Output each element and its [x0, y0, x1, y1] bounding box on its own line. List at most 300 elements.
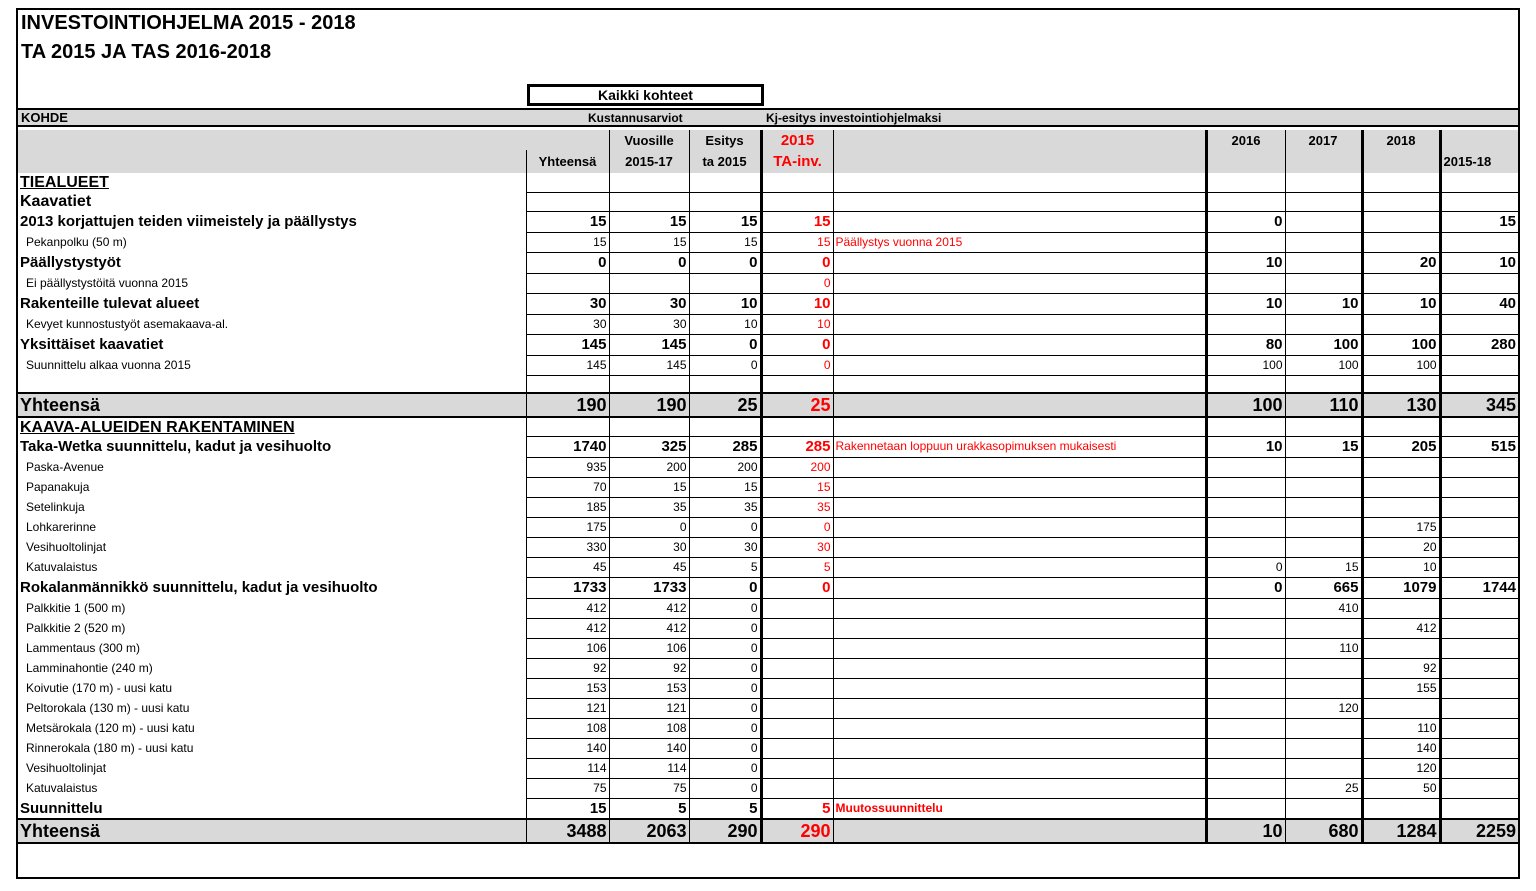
table-row	[18, 819, 1518, 843]
y2018-cell: 120	[1362, 758, 1440, 778]
row-label: Paska-Avenue	[26, 459, 104, 474]
esitys-cell: 0	[689, 577, 761, 598]
table-row	[18, 678, 1518, 698]
esitys-cell: 0	[689, 517, 761, 537]
table-row	[18, 477, 1518, 497]
table-row	[18, 211, 1518, 232]
comment-cell	[833, 678, 1206, 698]
total-2015-18-cell	[1440, 718, 1518, 738]
total-2015-18-cell: 2259	[1440, 819, 1518, 843]
row-label: Taka-Wetka suunnittelu, kadut ja vesihuolto	[20, 438, 332, 455]
total-2015-18-cell	[1440, 698, 1518, 718]
comment-cell	[833, 393, 1206, 417]
ta-inv-2015-cell	[761, 598, 833, 618]
total-2015-18-cell	[1440, 658, 1518, 678]
y2017-cell: 10	[1285, 293, 1362, 314]
total-2015-18-cell: 1744	[1440, 577, 1518, 598]
vuosille-cell: 145	[609, 355, 689, 375]
y2018-cell: 175	[1362, 517, 1440, 537]
y2017-cell	[1285, 375, 1362, 393]
esitys-cell: 200	[689, 457, 761, 477]
y2018-cell	[1362, 273, 1440, 293]
comment-cell: Päällystys vuonna 2015	[833, 232, 1206, 252]
kohde-header-bar	[18, 108, 1518, 127]
table-row	[18, 334, 1518, 355]
total-2015-18-cell	[1440, 232, 1518, 252]
comment-cell	[833, 293, 1206, 314]
y2016-cell: 0	[1206, 211, 1285, 232]
y2017-cell: 100	[1285, 355, 1362, 375]
total-2015-18-cell	[1440, 497, 1518, 517]
yhteensa-header: Yhteensä	[526, 150, 609, 173]
range-2015-18-header: 2015-18	[1440, 150, 1518, 173]
table-row	[18, 293, 1518, 314]
comment-cell	[833, 577, 1206, 598]
table-row	[18, 638, 1518, 658]
y2017-cell	[1285, 173, 1362, 192]
row-label: Yhteensä	[18, 819, 526, 843]
y2018-cell	[1362, 477, 1440, 497]
vuosille-cell: 153	[609, 678, 689, 698]
row-label: Lammentaus (300 m)	[26, 640, 141, 655]
table-row	[18, 314, 1518, 334]
vuosille-cell: 412	[609, 618, 689, 638]
y2016-cell	[1206, 638, 1285, 658]
ta-inv-2015-cell: 35	[761, 497, 833, 517]
comment-cell	[833, 355, 1206, 375]
year-2018-header: 2018	[1362, 130, 1440, 150]
y2017-cell: 100	[1285, 334, 1362, 355]
ta-inv-2015-cell	[761, 678, 833, 698]
y2017-cell: 15	[1285, 436, 1362, 457]
y2016-cell	[1206, 375, 1285, 393]
y2017-cell	[1285, 618, 1362, 638]
row-label: Koivutie (170 m) - uusi katu	[26, 680, 173, 695]
y2016-cell: 10	[1206, 819, 1285, 843]
table-row	[18, 173, 1518, 192]
y2016-cell	[1206, 758, 1285, 778]
y2018-cell: 92	[1362, 658, 1440, 678]
row-label: Yhteensä	[18, 393, 526, 417]
y2018-cell: 155	[1362, 678, 1440, 698]
row-label: Kevyet kunnostustyöt asemakaava-al.	[26, 316, 229, 331]
vuosille-cell: 75	[609, 778, 689, 798]
total-2015-18-cell	[1440, 173, 1518, 192]
esitys-cell: 0	[689, 698, 761, 718]
vuosille-cell	[609, 173, 689, 192]
y2016-cell	[1206, 738, 1285, 758]
yhteensa-cell: 1733	[526, 577, 609, 598]
esitys-cell: 0	[689, 618, 761, 638]
yhteensa-cell: 185	[526, 497, 609, 517]
yhteensa-cell: 70	[526, 477, 609, 497]
comment-cell	[833, 497, 1206, 517]
yhteensa-cell: 412	[526, 598, 609, 618]
total-2015-18-cell	[1440, 375, 1518, 393]
esitys-cell: 285	[689, 436, 761, 457]
esitys-cell: 0	[689, 334, 761, 355]
comment-cell	[833, 638, 1206, 658]
investment-table	[18, 130, 1518, 844]
table-row	[18, 718, 1518, 738]
table-row	[18, 798, 1518, 819]
ta-2015-header: ta 2015	[689, 150, 761, 173]
y2017-cell	[1285, 758, 1362, 778]
comment-cell	[833, 517, 1206, 537]
ta-inv-2015-cell	[761, 778, 833, 798]
ta-inv-2015-cell	[761, 738, 833, 758]
kustannusarviot-label: Kustannusarviot	[588, 111, 683, 125]
y2016-cell	[1206, 273, 1285, 293]
comment-cell	[833, 778, 1206, 798]
total-2015-18-cell	[1440, 477, 1518, 497]
total-2015-18-cell	[1440, 678, 1518, 698]
y2017-cell	[1285, 497, 1362, 517]
y2018-cell: 10	[1362, 557, 1440, 577]
vuosille-header: Vuosille	[609, 130, 689, 150]
table-row	[18, 393, 1518, 417]
yhteensa-cell	[526, 173, 609, 192]
esitys-cell	[689, 173, 761, 192]
vuosille-cell: 325	[609, 436, 689, 457]
vuosille-cell	[609, 192, 689, 211]
comment-cell: Muutossuunnittelu	[833, 798, 1206, 819]
total-2015-18-cell	[1440, 557, 1518, 577]
table-row	[18, 758, 1518, 778]
ta-inv-2015-cell: 25	[761, 393, 833, 417]
y2017-cell: 120	[1285, 698, 1362, 718]
ta-inv-2015-cell: 15	[761, 232, 833, 252]
esitys-cell: 0	[689, 658, 761, 678]
y2018-cell: 412	[1362, 618, 1440, 638]
y2016-cell: 0	[1206, 577, 1285, 598]
vuosille-cell: 30	[609, 537, 689, 557]
kaikki-kohteet-label: Kaikki kohteet	[527, 84, 764, 106]
comment-cell	[833, 192, 1206, 211]
yhteensa-cell: 92	[526, 658, 609, 678]
row-label: Suunnittelu	[20, 799, 103, 817]
comment-cell	[833, 375, 1206, 393]
vuosille-cell: 140	[609, 738, 689, 758]
vuosille-cell	[609, 417, 689, 436]
y2016-cell: 10	[1206, 436, 1285, 457]
y2017-cell	[1285, 417, 1362, 436]
table-row	[18, 698, 1518, 718]
esitys-cell: 15	[689, 232, 761, 252]
total-2015-18-cell: 280	[1440, 334, 1518, 355]
y2016-cell	[1206, 718, 1285, 738]
yhteensa-cell	[526, 273, 609, 293]
table-row	[18, 232, 1518, 252]
vuosille-cell: 15	[609, 211, 689, 232]
yhteensa-cell: 45	[526, 557, 609, 577]
esitys-cell	[689, 417, 761, 436]
y2018-cell	[1362, 638, 1440, 658]
row-label: Peltorokala (130 m) - uusi katu	[26, 700, 190, 715]
y2017-cell	[1285, 798, 1362, 819]
total-2015-18-cell	[1440, 638, 1518, 658]
row-label: Setelinkuja	[26, 499, 85, 514]
y2018-cell: 50	[1362, 778, 1440, 798]
ta-inv-2015-cell: 0	[761, 517, 833, 537]
y2016-cell	[1206, 517, 1285, 537]
row-label: Pekanpolku (50 m)	[26, 234, 127, 249]
row-label: Metsärokala (120 m) - uusi katu	[26, 720, 195, 735]
total-2015-18-cell	[1440, 618, 1518, 638]
ta-inv-2015-cell	[761, 698, 833, 718]
ta-inv-2015-cell: 5	[761, 798, 833, 819]
vuosille-cell: 145	[609, 334, 689, 355]
y2017-cell	[1285, 314, 1362, 334]
yhteensa-cell: 15	[526, 211, 609, 232]
table-row	[18, 375, 1518, 393]
row-label: Lamminahontie (240 m)	[26, 660, 153, 675]
comment-cell	[833, 819, 1206, 843]
table-row	[18, 273, 1518, 293]
esitys-cell: 10	[689, 293, 761, 314]
table-row	[18, 517, 1518, 537]
y2016-cell	[1206, 618, 1285, 638]
ta-inv-2015-cell: 10	[761, 293, 833, 314]
yhteensa-cell: 190	[526, 393, 609, 417]
y2017-cell	[1285, 211, 1362, 232]
y2017-cell: 110	[1285, 638, 1362, 658]
ta-inv-2015-cell	[761, 192, 833, 211]
ta-inv-2015-cell: 10	[761, 314, 833, 334]
row-label: Rinnerokala (180 m) - uusi katu	[26, 740, 194, 755]
y2018-cell	[1362, 798, 1440, 819]
y2018-cell	[1362, 173, 1440, 192]
yhteensa-cell	[526, 192, 609, 211]
y2016-cell	[1206, 173, 1285, 192]
y2017-cell	[1285, 252, 1362, 273]
comment-cell	[833, 718, 1206, 738]
y2016-cell: 10	[1206, 293, 1285, 314]
vuosille-cell: 108	[609, 718, 689, 738]
total-2015-18-cell: 515	[1440, 436, 1518, 457]
table-row	[18, 252, 1518, 273]
page-subtitle: TA 2015 JA TAS 2016-2018	[21, 41, 272, 63]
esitys-header: Esitys	[689, 130, 761, 150]
y2018-cell	[1362, 598, 1440, 618]
vuosille-cell: 35	[609, 497, 689, 517]
comment-cell: Rakennetaan loppuun urakkasopimuksen mukaisesti	[833, 436, 1206, 457]
vuosille-cell: 106	[609, 638, 689, 658]
yhteensa-cell: 75	[526, 778, 609, 798]
y2016-cell	[1206, 698, 1285, 718]
yhteensa-cell: 3488	[526, 819, 609, 843]
ta-inv-2015-cell: 285	[761, 436, 833, 457]
comment-cell	[833, 477, 1206, 497]
y2018-cell	[1362, 314, 1440, 334]
y2017-cell	[1285, 537, 1362, 557]
y2016-cell: 100	[1206, 393, 1285, 417]
total-2015-18-cell	[1440, 314, 1518, 334]
ta-inv-2015-cell: 0	[761, 334, 833, 355]
vuosille-cell: 2063	[609, 819, 689, 843]
table-row	[18, 457, 1518, 477]
vuosille-cell: 45	[609, 557, 689, 577]
y2017-cell	[1285, 477, 1362, 497]
comment-cell	[833, 252, 1206, 273]
table-row	[18, 417, 1518, 436]
vuosille-cell	[609, 375, 689, 393]
y2018-cell: 100	[1362, 355, 1440, 375]
y2017-cell	[1285, 658, 1362, 678]
y2016-cell	[1206, 658, 1285, 678]
y2018-cell: 20	[1362, 537, 1440, 557]
comment-cell	[833, 758, 1206, 778]
y2018-cell	[1362, 417, 1440, 436]
y2018-cell	[1362, 375, 1440, 393]
yhteensa-cell: 0	[526, 252, 609, 273]
row-label: Kaavatiet	[20, 193, 92, 210]
total-2015-18-cell: 15	[1440, 211, 1518, 232]
total-2015-18-cell	[1440, 192, 1518, 211]
yhteensa-cell: 30	[526, 314, 609, 334]
yhteensa-cell: 108	[526, 718, 609, 738]
comment-cell	[833, 537, 1206, 557]
y2018-cell: 20	[1362, 252, 1440, 273]
y2016-cell	[1206, 497, 1285, 517]
total-2015-18-cell	[1440, 355, 1518, 375]
y2018-cell: 100	[1362, 334, 1440, 355]
yhteensa-cell	[526, 375, 609, 393]
comment-cell	[833, 417, 1206, 436]
total-2015-18-cell	[1440, 778, 1518, 798]
y2017-cell: 25	[1285, 778, 1362, 798]
yhteensa-cell: 1740	[526, 436, 609, 457]
esitys-cell: 15	[689, 211, 761, 232]
comment-cell	[833, 738, 1206, 758]
ta-inv-2015-cell: 0	[761, 273, 833, 293]
comment-cell	[833, 698, 1206, 718]
vuosille-cell: 121	[609, 698, 689, 718]
row-label: Yksittäiset kaavatiet	[20, 336, 164, 353]
y2016-cell: 10	[1206, 252, 1285, 273]
ta-inv-2015-cell	[761, 375, 833, 393]
esitys-cell: 290	[689, 819, 761, 843]
row-label: Rakenteille tulevat alueet	[20, 295, 200, 312]
total-2015-18-cell	[1440, 273, 1518, 293]
y2017-cell: 110	[1285, 393, 1362, 417]
y2016-cell	[1206, 537, 1285, 557]
comment-cell	[833, 314, 1206, 334]
row-label: Päällystystyöt	[20, 254, 121, 271]
esitys-cell: 30	[689, 537, 761, 557]
table-row	[18, 618, 1518, 638]
comment-cell	[833, 557, 1206, 577]
row-label: Rokalanmännikkö suunnittelu, kadut ja vesihuolto	[20, 579, 378, 596]
vuosille-cell: 0	[609, 252, 689, 273]
comment-cell	[833, 618, 1206, 638]
y2017-cell: 680	[1285, 819, 1362, 843]
esitys-cell: 0	[689, 598, 761, 618]
y2016-cell	[1206, 798, 1285, 819]
esitys-cell: 35	[689, 497, 761, 517]
yhteensa-cell: 140	[526, 738, 609, 758]
vuosille-cell: 114	[609, 758, 689, 778]
ta-inv-2015-cell	[761, 638, 833, 658]
esitys-cell: 5	[689, 798, 761, 819]
y2017-cell: 15	[1285, 557, 1362, 577]
ta-inv-2015-cell	[761, 417, 833, 436]
ta-inv-2015-cell: 5	[761, 557, 833, 577]
y2018-cell: 205	[1362, 436, 1440, 457]
y2016-cell	[1206, 678, 1285, 698]
y2016-cell	[1206, 192, 1285, 211]
y2018-cell: 130	[1362, 393, 1440, 417]
ta-inv-2015-cell	[761, 718, 833, 738]
row-label: Lohkarerinne	[26, 519, 97, 534]
yhteensa-cell: 145	[526, 355, 609, 375]
esitys-cell: 0	[689, 758, 761, 778]
ta-inv-2015-cell: 15	[761, 211, 833, 232]
y2017-cell	[1285, 718, 1362, 738]
y2018-cell	[1362, 211, 1440, 232]
table-row	[18, 738, 1518, 758]
total-2015-18-cell	[1440, 417, 1518, 436]
table-row	[18, 577, 1518, 598]
y2016-cell	[1206, 232, 1285, 252]
vuosille-cell: 15	[609, 232, 689, 252]
table-row	[18, 436, 1518, 457]
y2016-cell	[1206, 417, 1285, 436]
header-row-2	[18, 150, 1518, 173]
y2017-cell: 410	[1285, 598, 1362, 618]
ta-inv-header: TA-inv.	[761, 150, 833, 173]
table-row	[18, 355, 1518, 375]
y2016-cell	[1206, 598, 1285, 618]
comment-cell	[833, 334, 1206, 355]
header-row-1	[18, 130, 1518, 150]
esitys-cell: 0	[689, 718, 761, 738]
y2016-cell	[1206, 477, 1285, 497]
esitys-cell: 0	[689, 778, 761, 798]
table-row	[18, 192, 1518, 211]
y2018-cell: 140	[1362, 738, 1440, 758]
y2017-cell	[1285, 192, 1362, 211]
y2016-cell: 0	[1206, 557, 1285, 577]
y2018-cell	[1362, 192, 1440, 211]
yhteensa-cell: 121	[526, 698, 609, 718]
ta-inv-2015-cell: 0	[761, 252, 833, 273]
ta-inv-2015-cell: 0	[761, 355, 833, 375]
vuosille-cell: 92	[609, 658, 689, 678]
yhteensa-cell: 412	[526, 618, 609, 638]
total-2015-18-cell	[1440, 598, 1518, 618]
table-row	[18, 658, 1518, 678]
kohde-label: KOHDE	[21, 110, 68, 125]
yhteensa-cell: 145	[526, 334, 609, 355]
vuosille-cell: 30	[609, 314, 689, 334]
spreadsheet-sheet	[16, 8, 1520, 879]
row-label: Palkkitie 1 (500 m)	[26, 600, 126, 615]
row-label: Katuvalaistus	[26, 780, 98, 795]
yhteensa-cell	[526, 417, 609, 436]
ta-inv-2015-cell: 290	[761, 819, 833, 843]
y2018-cell: 1079	[1362, 577, 1440, 598]
esitys-cell: 5	[689, 557, 761, 577]
row-label: Papanakuja	[26, 479, 90, 494]
y2017-cell	[1285, 678, 1362, 698]
y2017-cell	[1285, 232, 1362, 252]
vuosille-cell: 0	[609, 517, 689, 537]
y2018-cell: 110	[1362, 718, 1440, 738]
total-2015-18-cell	[1440, 798, 1518, 819]
y2018-cell	[1362, 497, 1440, 517]
row-label: Ei päällystystöitä vuonna 2015	[26, 275, 189, 290]
